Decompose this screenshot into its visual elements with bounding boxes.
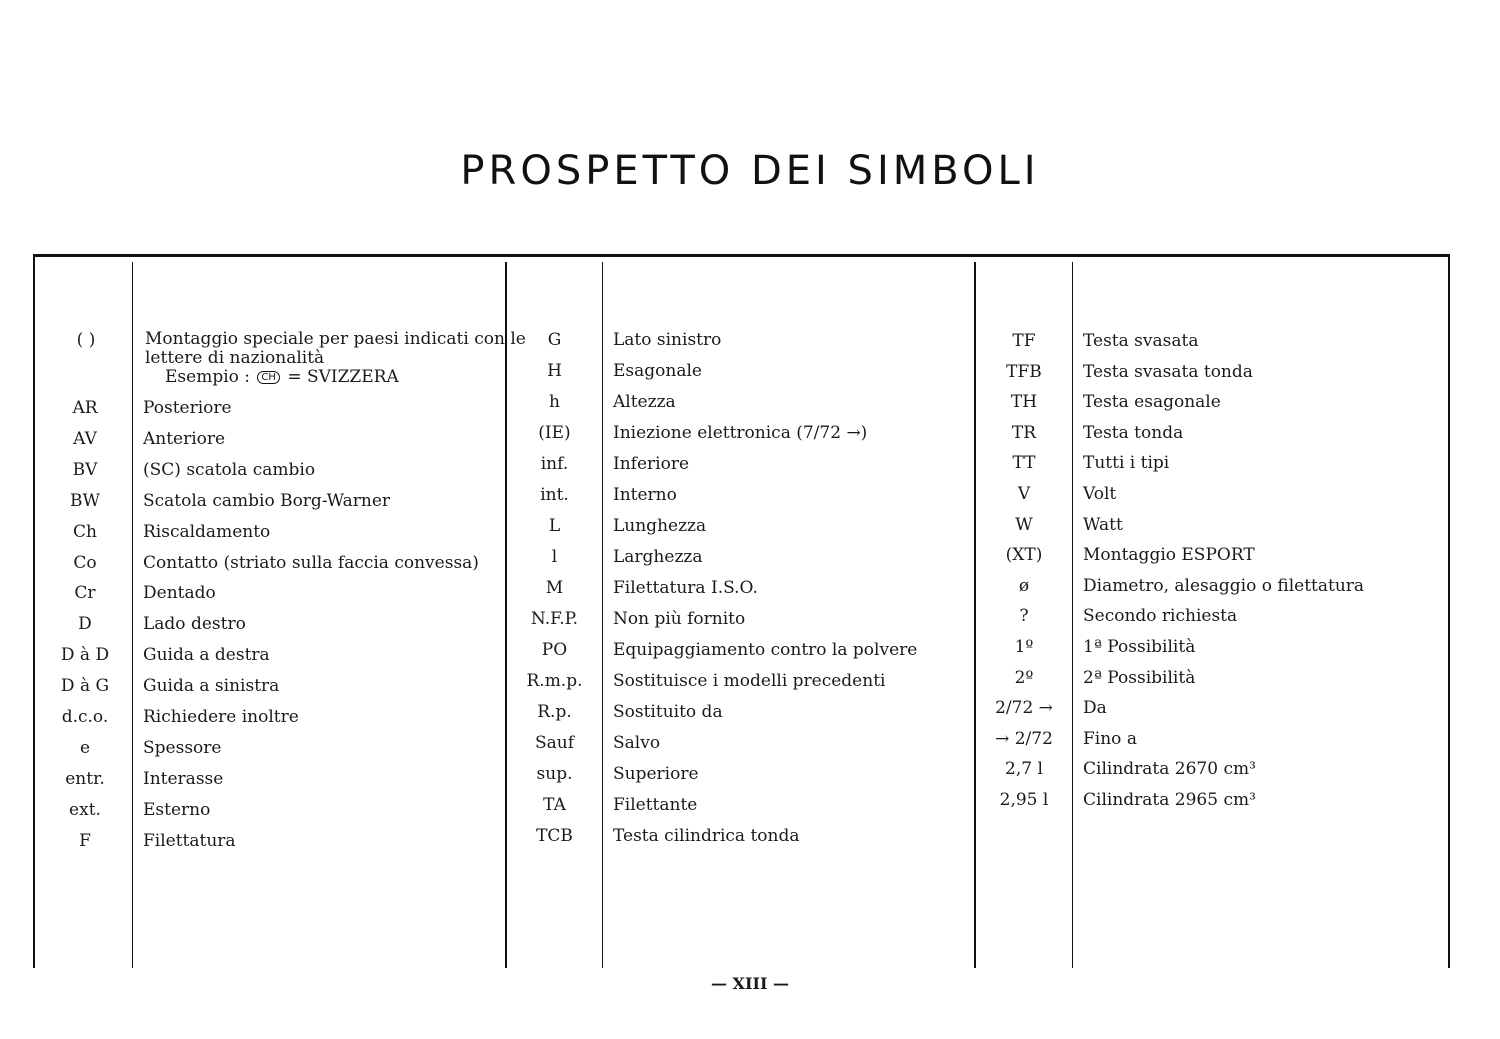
symbol-description: Da [1083, 698, 1107, 719]
symbol-code: R.p. [537, 702, 572, 722]
symbol-description: 2ª Possibilità [1083, 667, 1196, 688]
symbol-description: Equipaggiamento contro la polvere [613, 640, 918, 660]
symbol-code: H [547, 361, 562, 381]
symbol-code: N.F.P. [530, 609, 579, 629]
symbol-description: Interno [613, 485, 677, 505]
symbol-code: Sauf [534, 733, 575, 753]
symbol-description: Sostituisce i modelli precedenti [613, 671, 886, 691]
symbol-code: l [551, 547, 558, 567]
symbol-description: Filettante [613, 795, 698, 815]
symbol-code: TH [1010, 392, 1038, 413]
symbol-description: Contatto (striato sulla faccia convessa) [143, 552, 479, 573]
symbol-description: Non più fornito [613, 609, 746, 629]
symbol-description: Sostituito da [613, 702, 723, 722]
symbol-description: Dentado [143, 583, 216, 604]
symbol-description [145, 330, 526, 387]
description-example [145, 368, 526, 387]
symbol-description: Salvo [613, 733, 661, 753]
symbol-code: L [548, 516, 561, 536]
symbol-code: int. [540, 485, 569, 505]
symbol-description: Volt [1083, 484, 1117, 504]
column-divider [602, 262, 603, 968]
symbol-description: Testa esagonale [1083, 392, 1221, 413]
column-divider [132, 262, 133, 968]
symbol-code: PO [541, 640, 568, 660]
symbol-code: D à D [60, 645, 110, 666]
symbol-code: TT [1012, 453, 1036, 474]
symbol-code: AR [72, 398, 98, 418]
symbol-description: Larghezza [613, 547, 703, 567]
symbol-description: Posteriore [143, 398, 232, 418]
symbol-description: Fino a [1083, 728, 1137, 749]
symbol-description: Lado destro [143, 614, 246, 635]
symbol-code: D à G [60, 676, 110, 697]
symbol-description: Esterno [143, 799, 211, 820]
symbol-description: (SC) scatola cambio [143, 459, 316, 480]
symbol-description: Riscaldamento [143, 521, 271, 542]
example-suffix: = SVIZZERA [287, 367, 399, 387]
nationality-badge-icon: CH [257, 371, 280, 384]
symbol-code: 2º [1014, 667, 1034, 688]
symbol-code: ? [1019, 606, 1029, 627]
symbol-code: 2,7 l [1005, 759, 1043, 780]
symbol-code: Co [73, 552, 97, 573]
symbol-description: Cilindrata 2965 cm³ [1083, 790, 1256, 810]
symbol-description: Interasse [143, 768, 224, 789]
symbol-code: G [547, 330, 562, 350]
symbol-code: BW [70, 490, 100, 511]
page-title: PROSPETTO DEI SIMBOLI [460, 148, 1040, 194]
symbol-description: Secondo richiesta [1083, 606, 1238, 627]
symbol-description: Iniezione elettronica (7/72 →) [613, 423, 868, 443]
symbol-code: ø [1018, 575, 1030, 596]
symbol-code: e [79, 737, 91, 758]
symbol-description: Spessore [143, 737, 222, 758]
example-prefix: Esempio : [165, 367, 250, 387]
symbol-code: Ch [73, 521, 97, 542]
symbol-description: Anteriore [143, 428, 226, 449]
symbol-code: entr. [65, 768, 105, 789]
symbol-code: F [79, 830, 91, 851]
symbol-code: TA [543, 795, 566, 815]
symbol-code: TR [1011, 422, 1037, 443]
symbol-code: R.m.p. [526, 671, 583, 691]
symbol-description: Richiedere inoltre [143, 707, 299, 727]
symbol-description: Watt [1083, 514, 1123, 535]
symbol-code: d.c.o. [61, 707, 109, 727]
symbol-code: BV [72, 459, 98, 480]
symbol-description: Guida a destra [143, 645, 270, 666]
symbol-code: 2,95 l [999, 790, 1049, 810]
symbol-code: TFB [1006, 361, 1042, 382]
symbol-code: 2/72 → [995, 698, 1053, 719]
symbol-code: TCB [536, 826, 573, 846]
symbol-code: TF [1012, 331, 1036, 351]
symbol-description: Testa svasata [1083, 331, 1199, 351]
page-number: — XIII — [710, 974, 789, 993]
symbol-code: → 2/72 [995, 728, 1053, 749]
symbol-description: Filettatura I.S.O. [613, 578, 758, 598]
symbol-description: Esagonale [613, 361, 702, 381]
symbol-description: Montaggio ESPORT [1083, 545, 1255, 566]
symbol-description: Lato sinistro [613, 330, 722, 350]
symbol-description: Diametro, alesaggio o filettatura [1083, 575, 1365, 596]
symbol-code: ext. [69, 799, 101, 820]
symbol-description: Inferiore [613, 454, 690, 474]
symbol-code: inf. [540, 454, 569, 474]
symbol-description: Tutti i tipi [1083, 453, 1170, 474]
symbol-code: (XT) [1005, 545, 1043, 566]
symbol-code: (IE) [538, 423, 571, 443]
symbol-code: D [78, 614, 92, 635]
symbol-description: Cilindrata 2670 cm³ [1083, 759, 1256, 780]
symbol-description: Testa cilindrica tonda [613, 826, 800, 846]
symbol-description: Testa svasata tonda [1083, 361, 1253, 382]
description-line: Montaggio speciale per paesi indicati con le [145, 329, 526, 349]
column-divider [1072, 262, 1073, 968]
symbol-code: AV [73, 428, 97, 449]
symbol-code: W [1015, 514, 1033, 535]
symbol-description: Filettatura [143, 830, 236, 851]
symbol-description: Superiore [613, 764, 699, 784]
description-line: lettere di nazionalità [145, 348, 325, 368]
symbol-code: Cr [74, 583, 96, 604]
symbol-code: M [545, 578, 564, 598]
symbol-code: ( ) [76, 330, 96, 350]
symbol-code: V [1017, 484, 1031, 504]
symbol-code: 1º [1014, 637, 1034, 657]
symbol-code: h [549, 392, 560, 412]
symbol-description: Scatola cambio Borg-Warner [143, 490, 391, 511]
symbol-description: Lunghezza [613, 516, 707, 536]
symbol-description: Guida a sinistra [143, 676, 280, 697]
symbol-description: Testa tonda [1083, 422, 1184, 443]
symbol-code: sup. [536, 764, 573, 784]
symbol-description: Altezza [613, 392, 676, 412]
symbol-description: 1ª Possibilità [1083, 637, 1196, 657]
